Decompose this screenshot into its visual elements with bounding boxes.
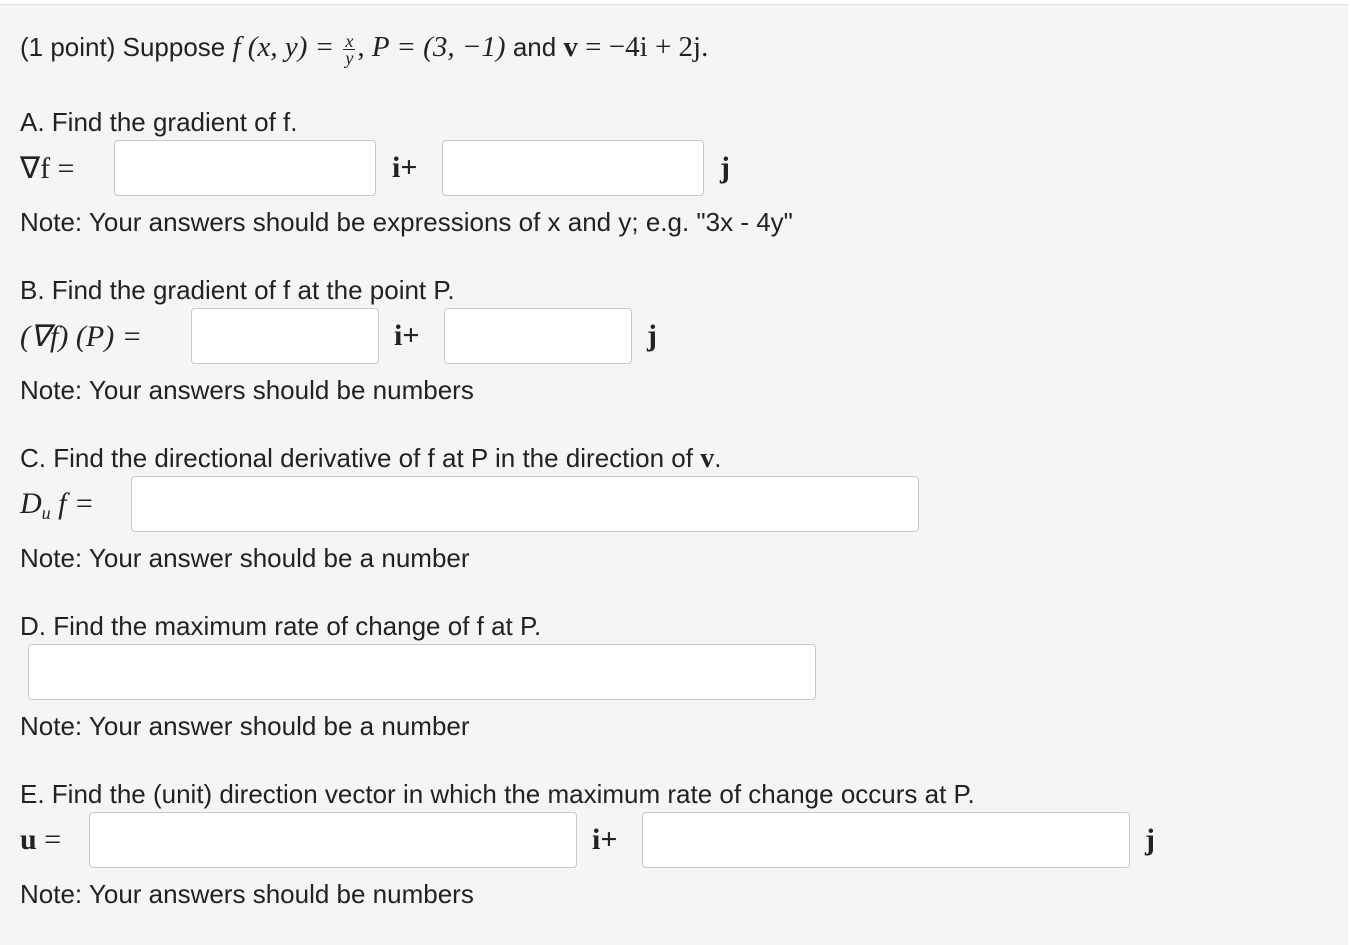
point-definition: P = (3, −1) — [371, 31, 506, 63]
gradient-i-input[interactable] — [114, 140, 376, 196]
j-label: j — [720, 151, 730, 184]
part-a-question: A. Find the gradient of f. — [20, 107, 298, 137]
gradient-at-p-i-input[interactable] — [191, 308, 379, 364]
part-e-note: Note: Your answers should be numbers — [20, 879, 474, 909]
max-rate-input[interactable] — [28, 644, 816, 700]
j-label: j — [647, 319, 657, 352]
directional-derivative-input[interactable] — [131, 476, 919, 532]
problem-statement — [20, 31, 708, 66]
part-a-note: Note: Your answers should be expressions of x and y; e.g. "3x - 4y" — [20, 207, 793, 237]
i-plus-label: i+ — [392, 151, 418, 184]
problem-panel — [0, 4, 1348, 945]
part-d-note: Note: Your answer should be a number — [20, 711, 470, 741]
points-text: (1 point) Suppose — [20, 32, 226, 62]
fraction: $\frac{x}{y}$ — [345, 30, 354, 68]
j-label: j — [1145, 823, 1155, 856]
part-c-note: Note: Your answer should be a number — [20, 543, 470, 573]
gradient-at-p-label: (∇f) (P) = — [20, 320, 142, 353]
part-c-question: C. Find the directional derivative of f at P in the direction of v. — [20, 443, 722, 474]
part-d-question: D. Find the maximum rate of change of f at P. — [20, 611, 542, 641]
part-b-question: B. Find the gradient of f at the point P. — [20, 275, 455, 305]
vector-definition: v = −4i + 2j. — [563, 31, 709, 63]
unit-vector-label: u = — [20, 823, 62, 856]
and-text: and — [512, 32, 564, 62]
part-e-question: E. Find the (unit) direction vector in which the maximum rate of change occurs at P. — [20, 779, 975, 809]
gradient-j-input[interactable] — [442, 140, 704, 196]
i-plus-label: i+ — [592, 823, 618, 856]
unit-vector-i-input[interactable] — [89, 812, 577, 868]
gradient-label: ∇f = — [20, 152, 75, 185]
unit-vector-j-input[interactable] — [642, 812, 1130, 868]
i-plus-label: i+ — [394, 319, 420, 352]
gradient-at-p-j-input[interactable] — [444, 308, 632, 364]
part-b-note: Note: Your answers should be numbers — [20, 375, 474, 405]
directional-derivative-label: $D_u$ f = — [20, 487, 95, 523]
function-definition: f (x, y) = $\frac{x}{y}$ , P = (3, −1) — [232, 30, 506, 68]
